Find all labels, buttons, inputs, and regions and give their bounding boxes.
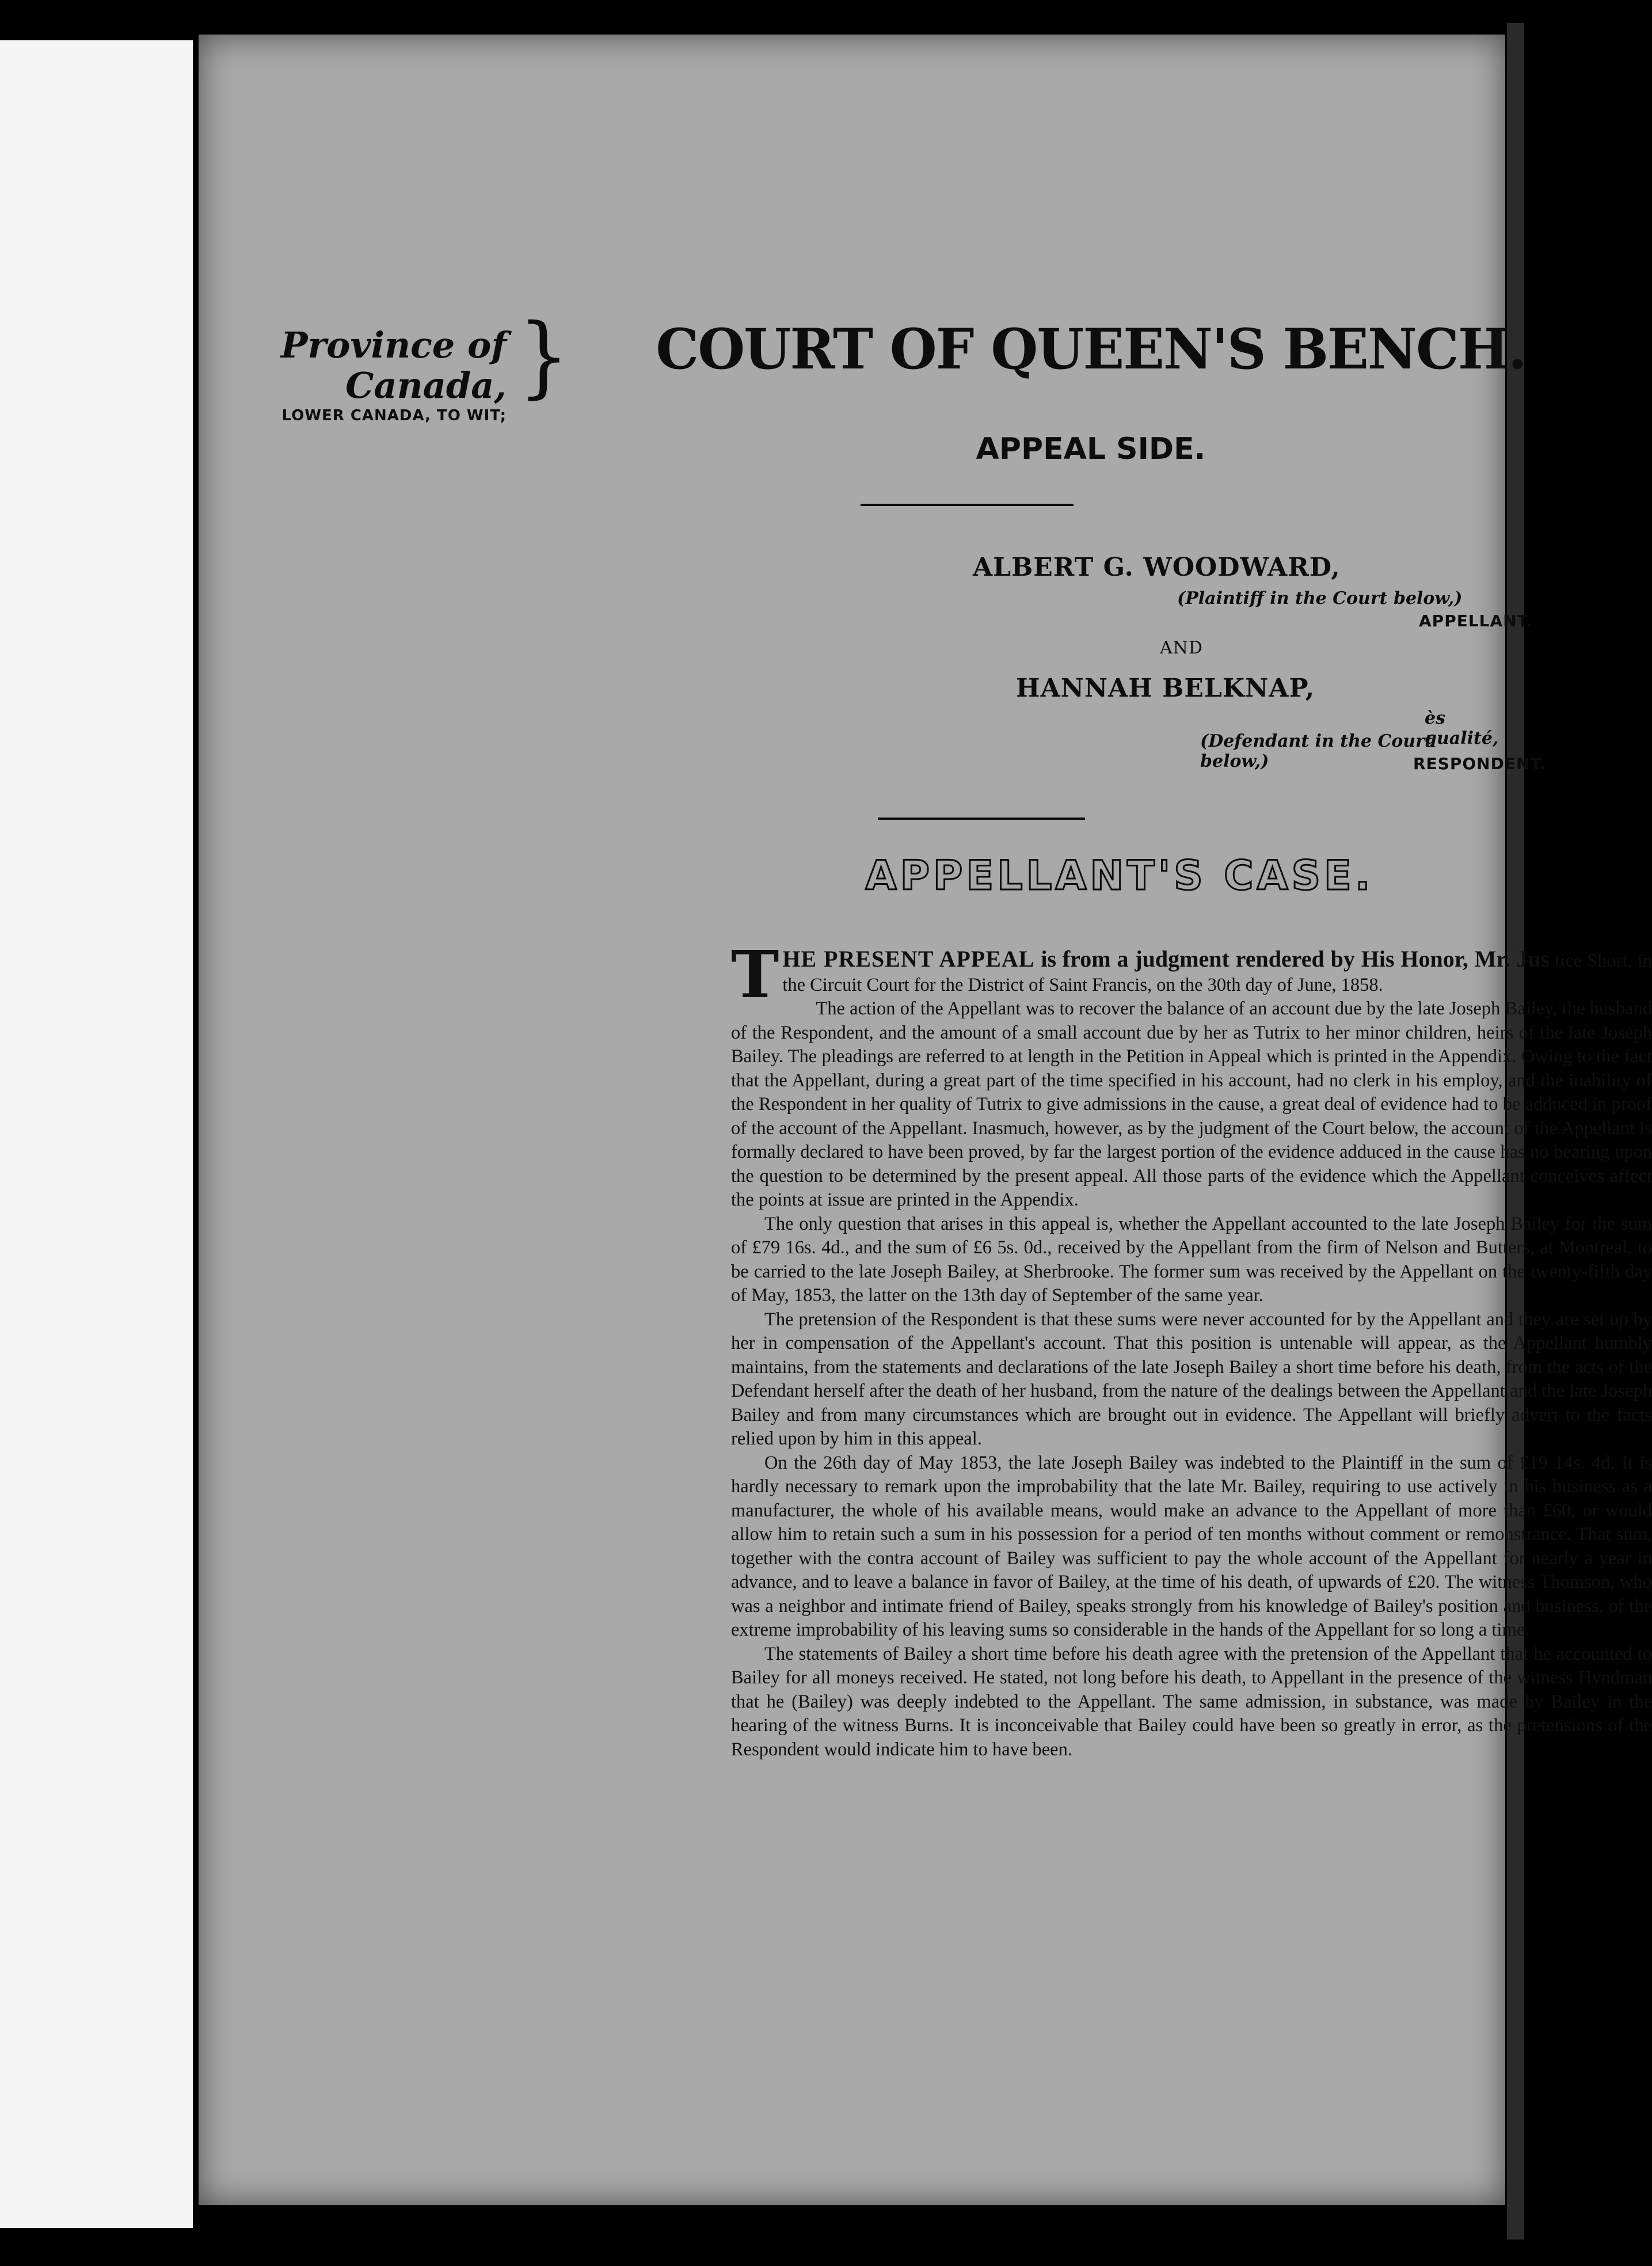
case-body bbox=[731, 937, 1652, 1762]
province-brace: } bbox=[518, 305, 570, 409]
province-line-1: Province of Canada, bbox=[280, 324, 507, 406]
and-conjunction: AND bbox=[1160, 638, 1203, 658]
paragraph-5: On the 26th day of May 1853, the late Joseph Bailey was indebted to the Plaintiff in the sum of £19 14s. 4d. It is hardly necessary to remark upon the improbability that the late Mr. Bailey, requiring to use actively in his business as a manufacturer, the whole of his available means, would make an advance to the Appellant of more than £60, or would allow him to retain such a sum in his possession for a period of ten months without comment or remonstrance. That sum, together with the contra account of Bailey was sufficient to pay the whole account of the Appellant for nearly a year in advance, and to leave a balance in favor of Bailey, at the time of his death, of upwards of £20. The witness Thomson, who was a neighbor and intimate friend of Bailey, speaks strongly from his knowledge of Bailey's position and business, of the extreme improbability of his leaving sums so considerable in the hands of the Appellant for so long a time. bbox=[731, 1452, 1652, 1640]
paragraph-4: The pretension of the Respondent is that these sums were never accounted for by the Appellant and they are set up by her in compensation of the Appellant's account. That this position is untenable will appear, as the Appellant humbly maintains, from the statements and declarations of the late Joseph Bailey a short time before his death, from the acts of the Defendant herself after the death of her husband, from the nature of the dealings between the Appellant and the late Joseph Bailey and from many circumstances which are brought out in evidence. The Appellant will briefly advert to the facts relied upon by him in this appeal. bbox=[731, 1309, 1652, 1449]
province-heading bbox=[207, 325, 507, 425]
paragraph-2: The action of the Appellant was to recover the balance of an account due by the late Joseph Bailey, the husband of the Respondent, and the amount of a small account due by her as Tutrix to her minor children, heirs of the late Joseph Bailey. The pleadings are referred to at length in the Petition in Appeal which is printed in the Appendix. Owing to the fact that the Appellant, during a great part of the time specified in his account, had no clerk in his employ, and the inability of the Respondent in her quality of Tutrix to give admissions in the cause, a great deal of evidence had to be adduced in proof of the account of the Appellant. Inasmuch, however, as by the judgment of the Court below, the account of the Appellant is formally declared to have been proved, by far the largest portion of the evidence adduced in the cause has no bearing upon the question to be determined by the present appeal. All those parts of the evidence which the Appellant conceives affect the points at issue are printed in the Appendix. bbox=[731, 998, 1652, 1210]
respondent-role: RESPONDENT. bbox=[1413, 754, 1546, 773]
adjacent-blank-page bbox=[0, 40, 193, 2228]
divider-rule-2 bbox=[878, 818, 1085, 820]
respondent-name: HANNAH BELKNAP, bbox=[1016, 674, 1315, 703]
lead-bold-rest: is from a judgment rendered by His Honor, Mr. Jus bbox=[1034, 946, 1550, 972]
appellant-role: APPELLANT. bbox=[1419, 611, 1533, 630]
lead-bold-words: HE PRESENT APPEAL bbox=[782, 946, 1035, 972]
court-title: COURT OF QUEEN'S BENCH. bbox=[656, 317, 1526, 382]
paragraph-6: The statements of Bailey a short time before his death agree with the pretension of the Appellant that he accounted to Bailey for all moneys received. He stated, not long before his death, to Appellant in the presence of the witness Hyndman that he (Bailey) was deeply indebted to the Appellant. The same admission, in substance, was made by Bailey in the hearing of the witness Burns. It is inconceivable that Bailey could have been so greatly in error, as the pretensions of the Respondent would indicate him to have been. bbox=[731, 1643, 1652, 1760]
respondent-qualite: ès qualité, bbox=[1425, 708, 1499, 748]
appeal-side-heading: APPEAL SIDE. bbox=[976, 432, 1206, 466]
respondent-description: (Defendant in the Court below,) bbox=[1200, 731, 1433, 771]
divider-rule-1 bbox=[861, 504, 1074, 506]
province-line-2: LOWER CANADA, TO WIT; bbox=[281, 407, 507, 424]
paragraph-1 bbox=[731, 937, 1652, 1013]
paragraph-1-text: tice Short, in the Circuit Court for the District of Saint Francis, on the 30th day of June, 1858. bbox=[782, 950, 1652, 995]
case-title: APPELLANT'S CASE. bbox=[865, 852, 1374, 899]
document-page bbox=[199, 35, 1652, 2205]
paragraph-3: The only question that arises in this appeal is, whether the Appellant accounted to the late Joseph Bailey for the sum of £79 16s. 4d., and the sum of £6 5s. 0d., received by the Appellant from the firm of Nelson and Butters, at Montreal, to be carried to the late Joseph Bailey, at Sherbrooke. The former sum was received by the Appellant on the twenty-fifth day of May, 1853, the latter on the 13th day of September of the same year. bbox=[731, 1213, 1652, 1306]
drop-cap: T bbox=[731, 937, 779, 1013]
appellant-description: (Plaintiff in the Court below,) bbox=[1177, 588, 1463, 609]
appellant-name: ALBERT G. WOODWARD, bbox=[973, 553, 1341, 582]
